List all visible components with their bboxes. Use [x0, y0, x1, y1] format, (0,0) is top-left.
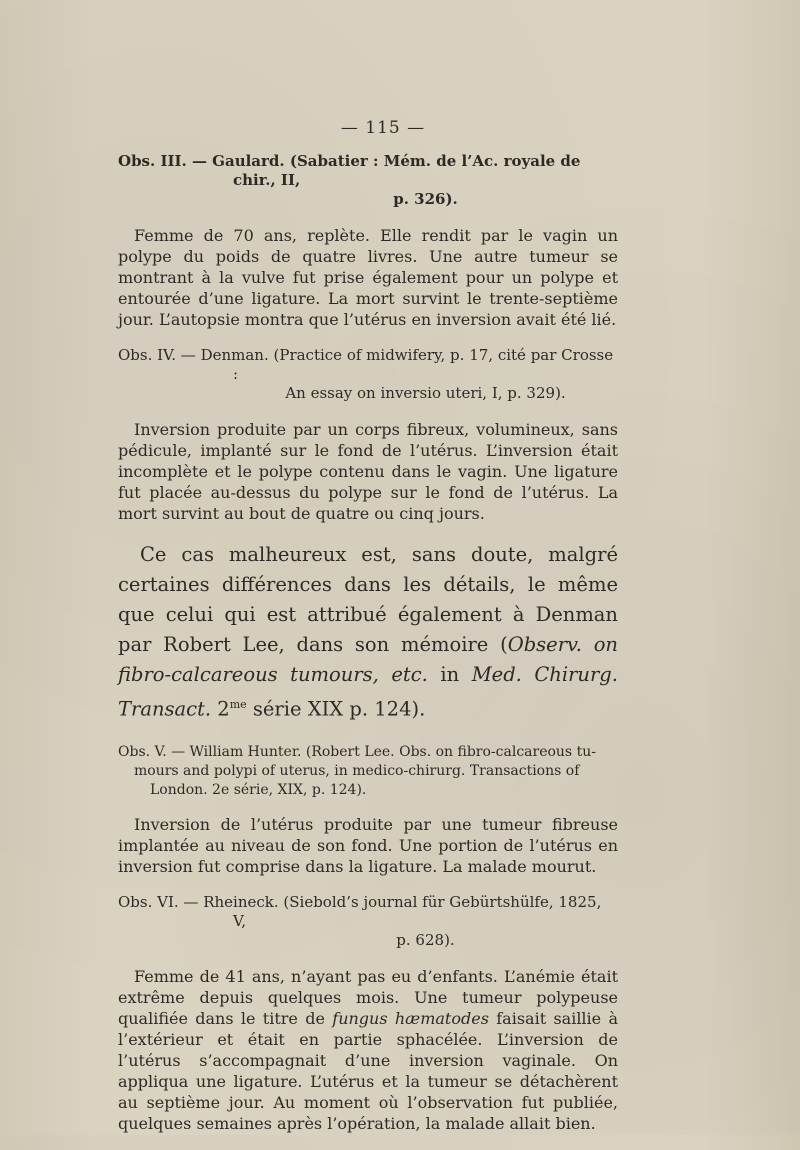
- obs4-heading-line2: An essay on inversio uteri, I, p. 329).: [285, 384, 566, 402]
- obs3-heading: [118, 152, 618, 209]
- obs5-heading-line2: mours and polypi of uterus, in medico-chirurg. Transactions of London. 2e série, XIX, p. 124).: [134, 762, 580, 798]
- obs3-body-text: Femme de 70 ans, replète. Elle rendit par le vagin un polype du poids de quatre livres. Une autre tumeur se montrant à la vulve fut prise également pour un polype et entourée d’une ligature. La mort survint le trente-septième jour. L’autopsie montra que l’utérus en inversion avait été lié.: [118, 226, 618, 329]
- obs3-heading-line2: p. 326).: [393, 190, 458, 208]
- obs3-heading-line1: Obs. III. — Gaulard. (Sabatier : Mém. de l’Ac. royale de chir., II,: [118, 152, 581, 189]
- commentary-superscript: me: [229, 698, 247, 711]
- page-content: [118, 118, 618, 1150]
- obs5-heading-line1: Obs. V. — William Hunter. (Robert Lee. Obs. on fibro-calcareous tu-: [118, 743, 596, 760]
- obs4-heading: [118, 346, 618, 403]
- commentary-text-4: série XIX p. 124).: [246, 697, 426, 721]
- page-number: — 115 —: [340, 118, 426, 138]
- commentary-text-2: in: [427, 663, 472, 686]
- obs5-body-text: Inversion de l’utérus produite par une tumeur fibreuse implantée au niveau de son fond. Une portion de l’utérus en inversion fut comprise dans la ligature. La malade mourut.: [118, 814, 618, 876]
- obs5-body: [118, 814, 618, 877]
- obs6-heading: [118, 893, 618, 950]
- obs6-body-italic: fungus hæmatodes: [332, 1008, 489, 1028]
- obs4-body-text: Inversion produite par un corps fibreux, volumineux, sans pédicule, implanté sur le fond de l’utérus. L’inversion était incomplète et le polype contenu dans le vagin. Une ligature fut placée au-dessus du polype sur le fond de l’utérus. La mort survint au bout de quatre ou cinq jours.: [118, 420, 618, 523]
- obs6-body-text-2: faisait saillie à l’extérieur et était en partie sphacélée. L’inversion de l’utérus s’accompagnait d’une inversion vaginale. On appliqua une ligature. L’utérus et la tumeur se détachèrent au septième jour. Au moment où l’observation fut publiée, quelques semaines après l’opération, la malade allait bien.: [118, 1008, 619, 1133]
- obs3-body: [118, 225, 618, 330]
- obs6-heading-line2: p. 628).: [396, 930, 455, 949]
- commentary-text-3: 2: [211, 697, 230, 721]
- commentary-paragraph: [118, 540, 618, 725]
- obs5-heading: [118, 743, 618, 800]
- obs6-body-text-1: Femme de 41 ans, n’ayant pas eu d’enfants. L’anémie était extrême depuis quelques mois. Une tumeur polypeuse qualifiée dans le titre de: [118, 966, 618, 1028]
- obs4-heading-line1: Obs. IV. — Denman. (Practice of midwifery, p. 17, cité par Crosse :: [118, 346, 614, 383]
- obs4-body: [118, 419, 618, 524]
- commentary-text-1: Ce cas malheureux est, sans doute, malgré certaines différences dans les détails, le même que celui qui est attribué également à Denman par Robert Lee, dans son mémoire (: [118, 543, 618, 656]
- commentary-journal-title: Med. Chirurg. Transact.: [118, 663, 618, 721]
- obs6-body: [118, 966, 618, 1134]
- commentary-citation-title: Observ. on fibro-calcareous tumours, etc.: [118, 633, 618, 686]
- obs6-heading-line1: Obs. VI. — Rheineck. (Siebold’s journal für Gebürtshülfe, 1825, V,: [118, 892, 602, 930]
